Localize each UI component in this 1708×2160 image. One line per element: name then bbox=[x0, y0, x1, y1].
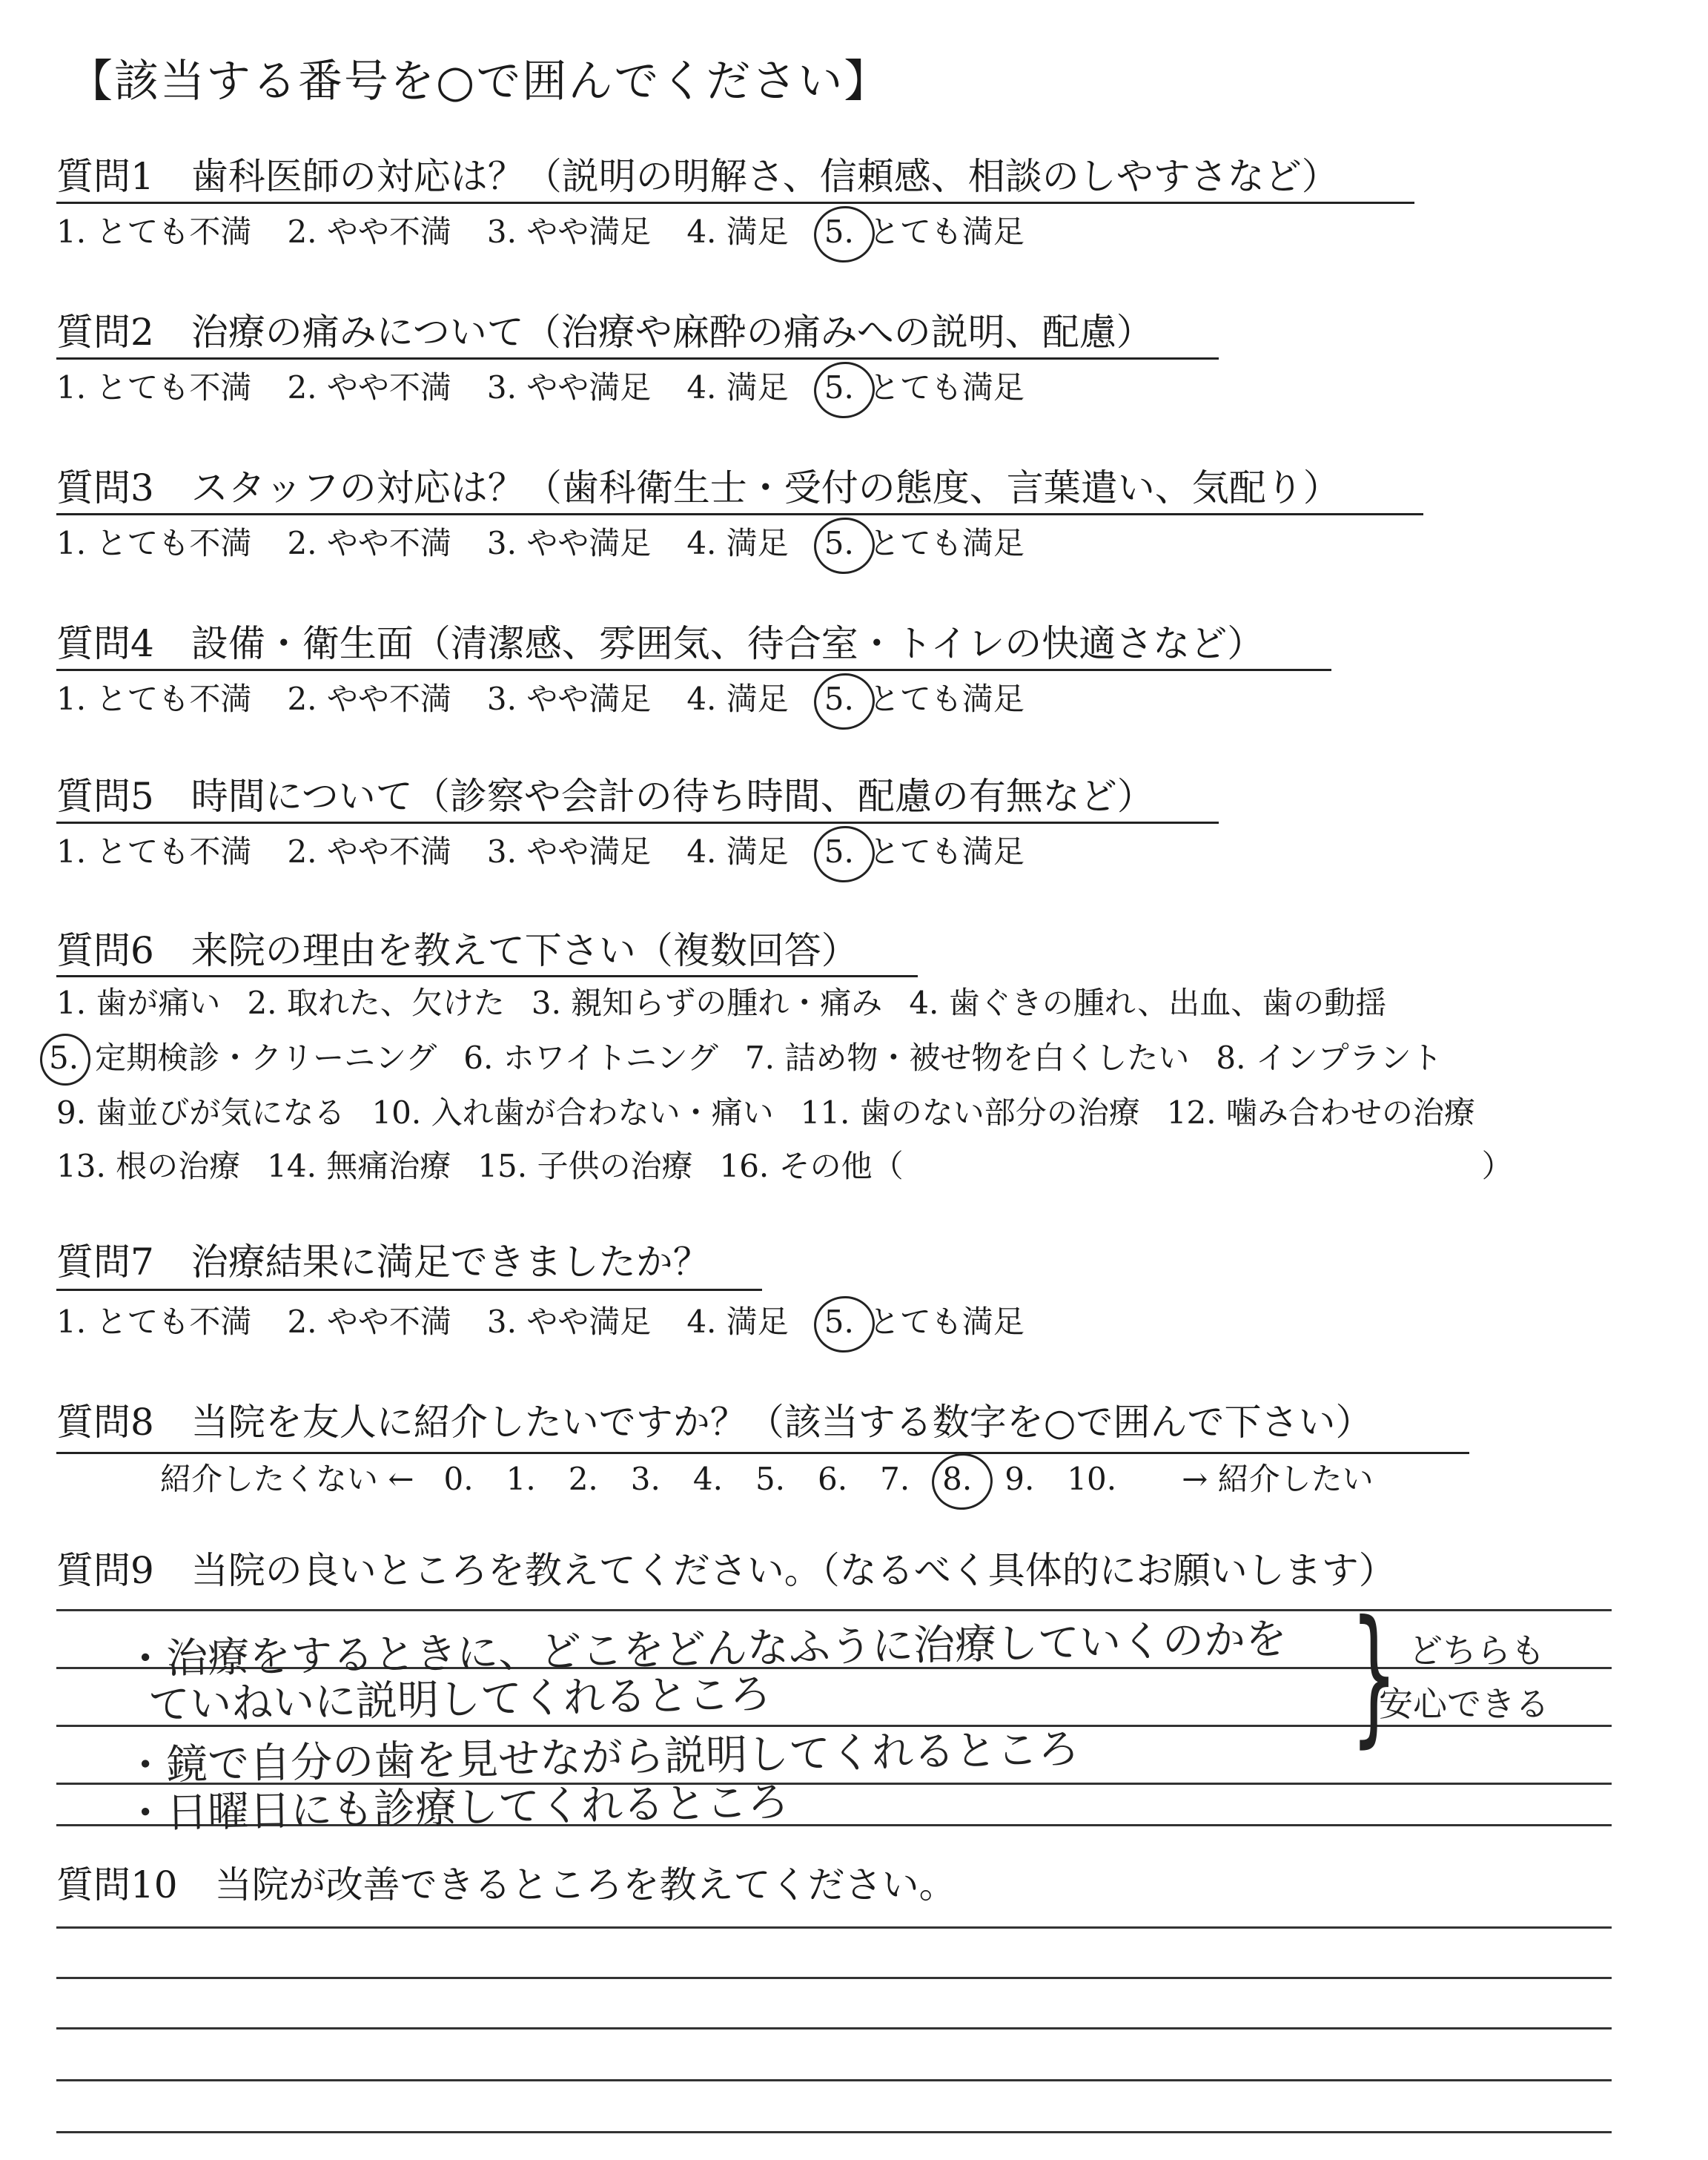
q4-options bbox=[56, 681, 1060, 718]
q6-option[interactable]: 9. 歯並びが気になる bbox=[56, 1094, 345, 1131]
q8-scale-value[interactable]: 2. bbox=[568, 1461, 598, 1497]
q6-option-selected[interactable]: 5. bbox=[49, 1040, 79, 1076]
option-selected[interactable]: 5. bbox=[824, 369, 854, 406]
option-label[interactable]: とても満足 bbox=[868, 833, 1025, 870]
q6-option[interactable]: 8. インプラント bbox=[1216, 1040, 1443, 1076]
q6-option[interactable]: 16. その他（ bbox=[719, 1148, 904, 1184]
option-label[interactable]: とても満足 bbox=[868, 681, 1025, 717]
q6-title: 質問6 来院の理由を教えて下さい（複数回答） bbox=[56, 929, 858, 972]
option-label[interactable]: 2. やや不満 bbox=[287, 369, 451, 406]
q10-writing-line bbox=[56, 1926, 1612, 1929]
instruction-heading: 【該当する番号を○で囲んでください】 bbox=[68, 56, 890, 108]
q2-title: 質問2 治療の痛みについて（治療や麻酔の痛みへの説明、配慮） bbox=[56, 311, 1153, 354]
q10-title: 質問10 当院が改善できるところを教えてください。 bbox=[56, 1863, 956, 1906]
q6-option[interactable]: 14. 無痛治療 bbox=[267, 1148, 451, 1184]
q1-underline bbox=[56, 202, 1414, 204]
q3-underline bbox=[56, 513, 1423, 515]
q6-option[interactable]: 1. 歯が痛い bbox=[56, 985, 221, 1021]
option-label[interactable]: 3. やや満足 bbox=[486, 214, 652, 250]
q9-answer-line: ・日曜日にも診療してくれるところ bbox=[124, 1778, 790, 1838]
q6-option-row bbox=[49, 1040, 1469, 1077]
option-label[interactable]: 4. 満足 bbox=[686, 525, 789, 561]
option-label[interactable]: 3. やや満足 bbox=[486, 1304, 652, 1340]
q3-title: 質問3 スタッフの対応は？（歯科衛生士・受付の態度、言葉遣い、気配り） bbox=[56, 466, 1340, 509]
option-label[interactable]: とても満足 bbox=[868, 525, 1025, 561]
option-label[interactable]: 2. やや不満 bbox=[287, 525, 451, 561]
q6-option-row bbox=[56, 1094, 1502, 1132]
q9-answer-line: ・鏡で自分の歯を見せながら説明してくれるところ bbox=[124, 1725, 1080, 1791]
q6-option[interactable]: 7. 詰め物・被せ物を白くしたい bbox=[744, 1040, 1190, 1076]
option-selected[interactable]: 5. bbox=[824, 681, 854, 717]
q8-right-label: → 紹介したい bbox=[1182, 1461, 1374, 1497]
q7-options bbox=[56, 1304, 1060, 1341]
q5-options bbox=[56, 833, 1060, 871]
option-label[interactable]: 3. やや満足 bbox=[486, 681, 652, 717]
q6-option[interactable]: 12. 噛み合わせの治療 bbox=[1166, 1094, 1475, 1131]
q2-underline bbox=[56, 357, 1219, 360]
q4-underline bbox=[56, 669, 1331, 671]
option-label[interactable]: 4. 満足 bbox=[686, 833, 789, 870]
q6-option[interactable]: 6. ホワイトニング bbox=[463, 1040, 718, 1076]
option-label[interactable]: 1. とても不満 bbox=[56, 214, 252, 250]
option-label[interactable]: 4. 満足 bbox=[686, 1304, 789, 1340]
q8-scale-selected[interactable]: 8. bbox=[942, 1461, 973, 1497]
option-label[interactable]: 4. 満足 bbox=[686, 681, 789, 717]
q6-underline bbox=[56, 975, 918, 977]
q6-option[interactable]: 4. 歯ぐきの腫れ、出血、歯の動揺 bbox=[909, 985, 1387, 1021]
q6-option[interactable]: 11. 歯のない部分の治療 bbox=[800, 1094, 1140, 1131]
q8-scale-value[interactable]: 3. bbox=[630, 1461, 661, 1497]
q7-title: 質問7 治療結果に満足できましたか？ bbox=[56, 1241, 710, 1284]
option-label[interactable]: 2. やや不満 bbox=[287, 214, 451, 250]
option-label[interactable]: 3. やや満足 bbox=[486, 525, 652, 561]
option-label[interactable]: とても満足 bbox=[868, 214, 1025, 250]
q6-option[interactable]: 2. 取れた、欠けた bbox=[247, 985, 505, 1021]
option-label[interactable]: 1. とても不満 bbox=[56, 1304, 252, 1340]
option-selected[interactable]: 5. bbox=[824, 525, 854, 561]
q1-title: 質問1 歯科医師の対応は？（説明の明解さ、信頼感、相談のしやすさなど） bbox=[56, 155, 1339, 198]
q9-title: 質問9 当院の良いところを教えてください。（なるべく具体的にお願いします） bbox=[56, 1549, 1396, 1592]
q8-scale-value[interactable]: 10. bbox=[1067, 1461, 1117, 1497]
q8-scale-value[interactable]: 1. bbox=[506, 1461, 536, 1497]
q8-scale-value[interactable]: 9. bbox=[1004, 1461, 1035, 1497]
q10-writing-line bbox=[56, 1977, 1612, 1979]
q6-option-row bbox=[56, 985, 1413, 1022]
q6-option[interactable]: 15. 子供の治療 bbox=[477, 1148, 693, 1184]
q8-underline bbox=[56, 1452, 1469, 1454]
q2-options bbox=[56, 369, 1060, 406]
option-label[interactable]: 1. とても不満 bbox=[56, 681, 252, 717]
option-label[interactable]: 4. 満足 bbox=[686, 214, 789, 250]
q6-option[interactable]: 13. 根の治療 bbox=[56, 1148, 241, 1184]
option-selected[interactable]: 5. bbox=[824, 214, 854, 250]
option-selected[interactable]: 5. bbox=[824, 1304, 854, 1340]
q9-answer-line: ・治療をするときに、どこをどんなふうに治療していくのかを bbox=[124, 1615, 1288, 1684]
option-label[interactable]: 2. やや不満 bbox=[287, 833, 451, 870]
q1-options bbox=[56, 214, 1060, 251]
q6-option[interactable]: 10. 入れ歯が合わない・痛い bbox=[371, 1094, 774, 1131]
option-label[interactable]: 3. やや満足 bbox=[486, 833, 652, 870]
option-label[interactable]: 2. やや不満 bbox=[287, 1304, 451, 1340]
option-label[interactable]: 2. やや不満 bbox=[287, 681, 451, 717]
option-label[interactable]: とても満足 bbox=[868, 369, 1025, 406]
q6-option[interactable]: ） bbox=[1481, 1148, 1513, 1184]
option-label[interactable]: とても満足 bbox=[868, 1304, 1025, 1340]
q8-title: 質問8 当院を友人に紹介したいですか？（該当する数字を○で囲んで下さい） bbox=[56, 1401, 1373, 1444]
q9-side-note: 安心できる bbox=[1379, 1684, 1549, 1724]
q10-writing-line bbox=[56, 2131, 1612, 2133]
option-label[interactable]: 4. 満足 bbox=[686, 369, 789, 406]
option-label[interactable]: 1. とても不満 bbox=[56, 525, 252, 561]
q10-writing-line bbox=[56, 2027, 1612, 2029]
q5-title: 質問5 時間について（診察や会計の待ち時間、配慮の有無など） bbox=[56, 775, 1154, 818]
q8-scale-value[interactable]: 6. bbox=[818, 1461, 848, 1497]
q8-scale-value[interactable]: 0. bbox=[443, 1461, 474, 1497]
q8-scale-value[interactable]: 4. bbox=[692, 1461, 723, 1497]
q10-writing-line bbox=[56, 2079, 1612, 2081]
q8-left-label: 紹介したくない ← bbox=[160, 1461, 414, 1497]
q7-underline bbox=[56, 1289, 762, 1291]
q9-answer-line: ていねいに説明してくれるところ bbox=[148, 1670, 772, 1730]
q5-underline bbox=[56, 822, 1219, 824]
q4-title: 質問4 設備・衛生面（清潔感、雰囲気、待合室・トイレの快適さなど） bbox=[56, 622, 1265, 665]
option-label[interactable]: 1. とても不満 bbox=[56, 369, 252, 406]
q6-option-row bbox=[56, 1148, 1540, 1185]
option-label[interactable]: 3. やや満足 bbox=[486, 369, 652, 406]
q9-side-note: どちらも bbox=[1409, 1631, 1545, 1671]
option-selected[interactable]: 5. bbox=[824, 833, 854, 870]
q6-option[interactable]: 定期検診・クリーニング bbox=[95, 1040, 437, 1076]
q8-scale-row bbox=[160, 1461, 1374, 1498]
q8-scale-value[interactable]: 7. bbox=[880, 1461, 910, 1497]
q9-brace: } bbox=[1350, 1589, 1398, 1762]
q6-option[interactable]: 3. 親知らずの腫れ・痛み bbox=[531, 985, 883, 1021]
option-label[interactable]: 1. とても不満 bbox=[56, 833, 252, 870]
q3-options bbox=[56, 525, 1060, 562]
q8-scale-value[interactable]: 5. bbox=[755, 1461, 786, 1497]
